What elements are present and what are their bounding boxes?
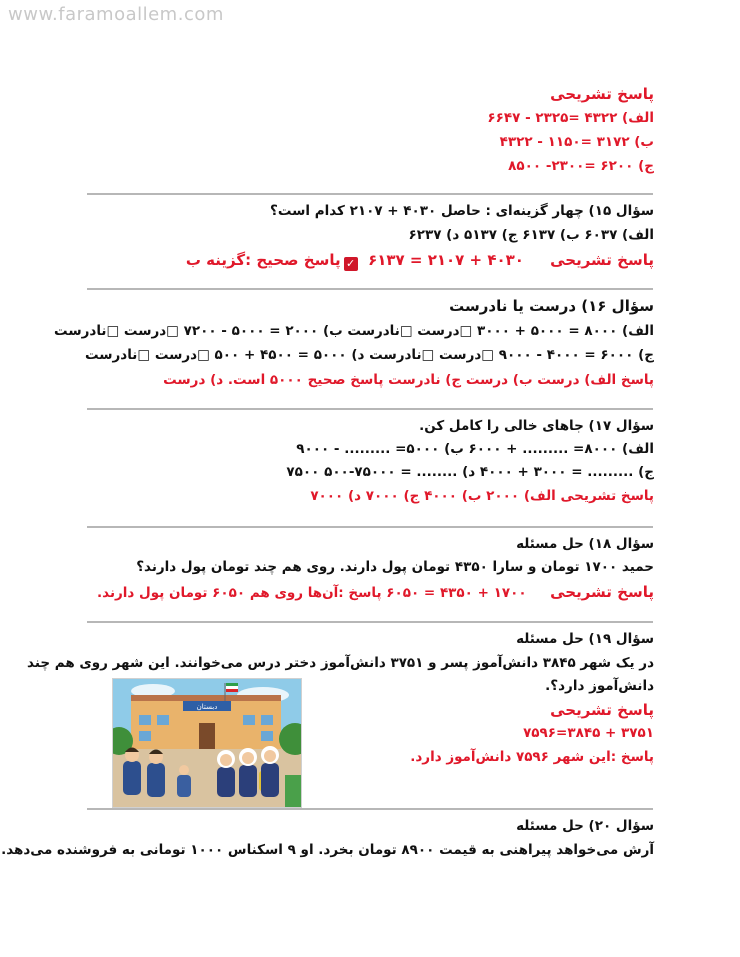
answer-calc: ۴۰۳۰ + ۲۱۰۷ = ۶۱۳۷ [368,251,524,269]
question-line: ج) ......... = ۳۰۰۰ + ۴۰۰۰ د) ........ = ۷۵۰۰۰-۵۰۰ ۷۵۰۰ [286,464,654,480]
answer-text: پاسخ صحیح :گزینه ب [185,251,341,269]
watermark: www.faramoallem.com [8,4,224,25]
divider [87,193,653,195]
answer-line: الف) ۴۳۲۲ =۲۳۲۵ - ۶۶۴۷ [487,110,654,126]
answer-line: ج) ۶۲۰۰ =۲۳۰۰- ۸۵۰۰ [508,158,654,174]
question-title: سؤال ۱۵) چهار گزینه‌ای : حاصل ۴۰۳۰ + ۲۱۰۷ کدام است؟ [270,203,654,219]
answer-heading: پاسخ تشریحی [550,85,654,103]
answer-label: پاسخ تشریحی [550,251,654,269]
answer-text: پاسخ :این شهر ۷۵۹۶ دانش‌آموز دارد. [410,749,654,765]
divider [87,288,653,290]
divider [87,621,653,623]
school-children-illustration [112,678,302,808]
divider [87,408,653,410]
question-text: آرش می‌خواهد پیراهنی به قیمت ۸۹۰۰ تومان بخرد. او ۹ اسکناس ۱۰۰۰ تومانی به فروشنده می‌دهد. [1,842,654,858]
question-title: سؤال ۱۸) حل مسئله [516,536,654,552]
question-title: سؤال ۱۶) درست یا نادرست [449,297,654,315]
question-title: سؤال ۱۹) حل مسئله [516,631,654,647]
question-text: حمید ۱۷۰۰ تومان و سارا ۴۳۵۰ تومان پول دارند. روی هم چند تومان پول دارند؟ [136,559,654,575]
school-sign: دبستان [196,703,218,711]
answer-text: پاسخ تشریحی الف) ۲۰۰۰ ب) ۴۰۰۰ ج) ۷۰۰۰ د) ۷۰۰۰ [310,488,654,504]
answer-row [97,582,654,603]
question-line: الف) ۸۰۰۰ = ۵۰۰۰ + ۳۰۰۰ □درست □نادرست ب) ۲۰۰۰ = ۵۰۰۰ - ۷۲۰۰ □درست □نادرست [54,323,654,339]
answer-line: ب) ۳۱۷۲ =۱۱۵۰ - ۴۳۲۲ [499,134,654,150]
question-title: سؤال ۲۰) حل مسئله [516,818,654,834]
question-options: الف) ۶۰۳۷ ب) ۶۱۳۷ ج) ۵۱۳۷ د) ۶۲۳۷ [408,227,654,243]
divider [87,808,653,810]
question-line: ج) ۶۰۰۰ = ۴۰۰۰ - ۹۰۰۰ □درست □نادرست د) ۵۰۰۰ = ۴۵۰۰ + ۵۰۰ □درست □نادرست [84,347,654,363]
question-text: در یک شهر ۳۸۴۵ دانش‌آموز پسر و ۳۷۵۱ دانش‌آموز دختر درس می‌خوانند. این شهر روی هم چند [27,655,654,671]
answer-text: ۱۷۰۰ + ۴۳۵۰ = ۶۰۵۰ پاسخ :آن‌ها روی هم ۶۰۵۰ تومان پول دارند. [97,585,527,601]
answer-label: پاسخ تشریحی [550,583,654,601]
question-line: الف) ۸۰۰۰= ......... + ۶۰۰۰ ب) ۵۰۰۰= ......... - ۹۰۰۰ [296,441,654,457]
question-title: سؤال ۱۷) جاهای خالی را کامل کن. [419,418,654,434]
divider [87,526,653,528]
question-text: دانش‌آموز دارد؟. [545,678,654,694]
checkmark-icon: ✓ [344,257,358,271]
answer-text: پاسخ الف) درست ب) درست ج) نادرست پاسخ صحیح ۵۰۰۰ است. د) درست [163,372,654,388]
answer-calc: ۳۷۵۱ + ۳۸۴۵=۷۵۹۶ [523,725,654,741]
answer-row [186,250,654,271]
answer-heading: پاسخ تشریحی [550,701,654,719]
